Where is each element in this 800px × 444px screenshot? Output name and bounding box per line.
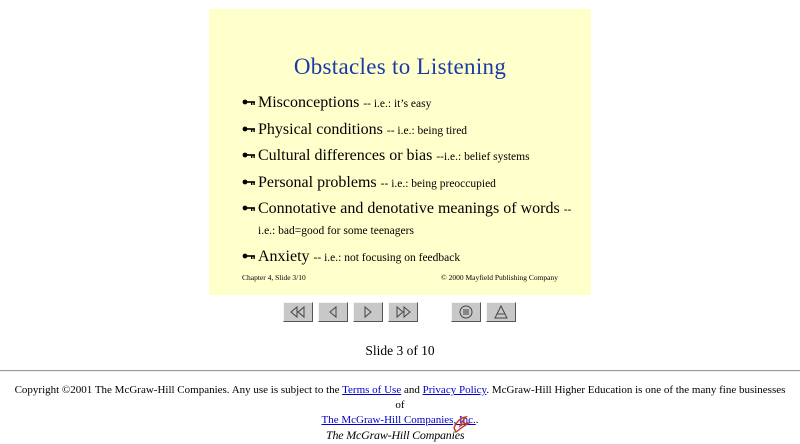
copyright-text: Copyright ©2001 The McGraw-Hill Companies. Any use is subject to the <box>14 384 343 396</box>
bullet-example: -- i.e.: not focusing on feedback <box>313 251 461 264</box>
key-bullet-icon <box>242 178 256 186</box>
bullet-example: -- i.e.: it’s easy <box>363 98 432 110</box>
previous-slide-icon <box>319 303 347 321</box>
mcgraw-hill-logo <box>322 414 482 442</box>
slide-counter: Slide 3 of 10 <box>365 343 435 358</box>
bullet-item <box>242 120 582 141</box>
bullet-example: -- i.e.: being preoccupied <box>380 177 496 190</box>
copyright-suffix: . McGraw-Hill Higher Education is one of the many fine businesses of <box>395 384 786 411</box>
logo-text: The McGraw-Hill Companies <box>326 428 465 442</box>
key-bullet-icon <box>242 125 256 133</box>
bullet-example: --i.e.: belief systems <box>436 151 530 163</box>
key-bullet-icon <box>242 252 256 260</box>
mcgraw-hill-logo-icon <box>450 414 472 436</box>
next-slide-icon <box>354 303 382 321</box>
bullet-text: Cultural differences or bias <box>258 147 433 164</box>
first-slide-icon <box>284 303 312 321</box>
terms-of-use-link[interactable]: Terms of Use <box>342 384 402 396</box>
bullet-text: Physical conditions <box>258 120 383 138</box>
slide <box>209 9 591 295</box>
first-slide-button[interactable] <box>283 302 313 322</box>
bullet-item <box>242 93 582 114</box>
bullet-item <box>242 247 582 268</box>
mcgraw-hill-companies-link[interactable]: The McGraw-Hill Companies, Inc. <box>321 414 476 426</box>
key-bullet-icon <box>242 151 256 159</box>
slide-navigation <box>0 302 800 324</box>
slide-footer-chapter: Chapter 4, Slide 3/10 <box>242 273 306 282</box>
copyright-period: . <box>475 414 479 426</box>
key-bullet-icon <box>242 204 256 212</box>
bullet-text: Anxiety <box>258 247 310 265</box>
bullet-item <box>242 199 582 241</box>
slide-footer-copyright: © 2000 Mayfield Publishing Company <box>441 273 558 282</box>
privacy-policy-link[interactable]: Privacy Policy <box>422 384 487 396</box>
bullet-list <box>242 93 582 273</box>
last-slide-icon <box>389 303 417 321</box>
bullet-example: -- i.e.: bad=good for some teenagers <box>258 204 572 237</box>
slide-index-button[interactable] <box>451 302 481 322</box>
text-version-icon <box>487 303 515 321</box>
bullet-text: Connotative and denotative meanings of words <box>258 200 560 217</box>
previous-slide-button[interactable] <box>318 302 348 322</box>
copyright-and: and <box>401 384 423 396</box>
next-slide-button[interactable] <box>353 302 383 322</box>
bullet-text: Personal problems <box>258 173 377 191</box>
slide-index-icon <box>452 303 480 321</box>
text-version-button[interactable] <box>486 302 516 322</box>
slide-title: Obstacles to Listening <box>293 54 507 79</box>
key-bullet-icon <box>242 98 256 106</box>
bullet-example: -- i.e.: being tired <box>386 124 468 137</box>
bullet-item <box>242 146 582 167</box>
bullet-text: Misconceptions <box>258 94 360 111</box>
divider <box>0 370 800 372</box>
last-slide-button[interactable] <box>388 302 418 322</box>
bullet-item <box>242 173 582 194</box>
